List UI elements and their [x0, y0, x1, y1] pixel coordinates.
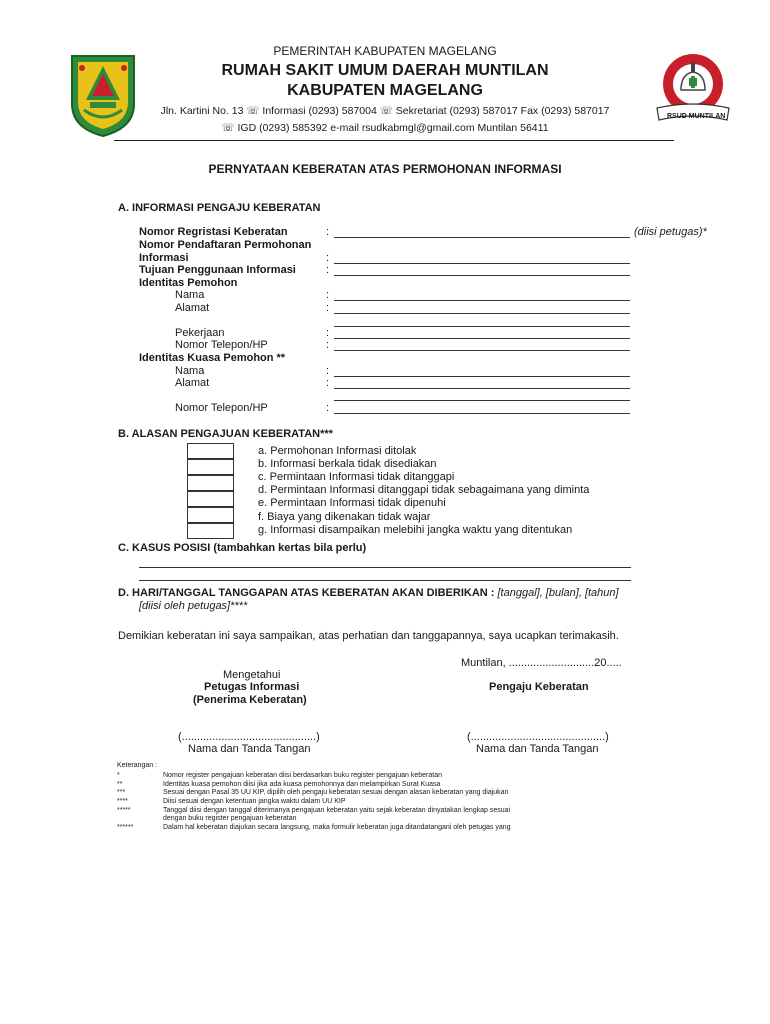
telp-field-line[interactable] — [334, 350, 630, 351]
section-d-title: D. HARI/TANGGAL TANGGAPAN ATAS KEBERATAN AKAN DIBERIKAN : — [118, 587, 495, 599]
telp2-field-line[interactable] — [334, 413, 630, 414]
right-sign-caption: Nama dan Tanda Tangan — [476, 743, 599, 755]
option-a: a. Permohonan Informasi ditolak — [258, 445, 417, 457]
left-sign-line-1: Mengetahui — [223, 669, 281, 681]
option-d: d. Permintaan Informasi ditanggapi tidak sebagaimana yang diminta — [258, 484, 590, 496]
note-text-5: Tanggal diisi dengan tanggal diterimanya pengajuan keberatan yaitu sejak keberatan dinyatakan lengkap sesuai — [163, 807, 511, 814]
colon: : — [326, 365, 330, 377]
right-sign-title: Pengaju Keberatan — [489, 681, 589, 693]
option-c: c. Permintaan Informasi tidak ditanggapi — [258, 471, 455, 483]
note-text-6: dengan buku register pengajuan keberatan — [163, 815, 297, 822]
checkbox-f[interactable] — [187, 523, 234, 539]
tujuan-label: Tujuan Penggunaan Informasi — [139, 264, 296, 276]
checkbox-c[interactable] — [187, 475, 234, 491]
reg-field-line[interactable] — [334, 237, 630, 238]
nama-label: Nama — [175, 289, 205, 301]
left-sign-caption: Nama dan Tanda Tangan — [188, 743, 311, 755]
note-text-4: Diisi sesuai dengan ketentuan jangka waktu dalam UU KIP — [163, 798, 346, 805]
colon: : — [326, 252, 330, 264]
note-text-3: Sesuai dengan Pasal 35 UU KIP, dipilih oleh pengaju keberatan sesuai dengan alasan keberatan yang diajukan — [163, 789, 509, 796]
nama2-field-line[interactable] — [334, 376, 630, 377]
identitas-label: Identitas Pemohon — [139, 277, 238, 289]
nama2-label: Nama — [175, 365, 205, 377]
closing-statement: Demikian keberatan ini saya sampaikan, atas perhatian dan tanggapannya, saya ucapkan terimakasih. — [118, 630, 619, 642]
daftar-label-1: Nomor Pendaftaran Permohonan — [139, 239, 312, 251]
rsud-logo-label: RSUD MUNTILAN — [667, 113, 726, 120]
option-g: g. Informasi disampaikan melebihi jangka waktu yang ditentukan — [258, 524, 573, 536]
pekerjaan-label: Pekerjaan — [175, 327, 225, 339]
note-mark-4: **** — [117, 798, 128, 805]
contact-line-1: Jln. Kartini No. 13 ☏ Informasi (0293) 587004 ☏ Sekretariat (0293) 587017 Fax (0293) 587017 — [160, 105, 610, 117]
note-mark-5: ***** — [117, 807, 131, 814]
tujuan-field-line[interactable] — [334, 275, 630, 276]
note-mark-1: * — [117, 772, 120, 779]
option-e: e. Permintaan Informasi tidak dipenuhi — [258, 497, 446, 509]
left-sign-line-2: Petugas Informasi — [204, 681, 300, 693]
colon: : — [326, 289, 330, 301]
note-mark-2: ** — [117, 781, 123, 788]
reg-note: (diisi petugas)* — [634, 226, 707, 238]
option-f: f. Biaya yang dikenakan tidak wajar — [258, 511, 431, 523]
colon: : — [326, 302, 330, 314]
left-sign-line-3: (Penerima Keberatan) — [193, 694, 307, 706]
header-divider — [114, 140, 674, 141]
colon: : — [326, 226, 330, 238]
section-d-placeholder: [tanggal], [bulan], [tahun] — [494, 587, 619, 599]
colon: : — [326, 377, 330, 389]
gov-heading: PEMERINTAH KABUPATEN MAGELANG — [273, 44, 497, 58]
alamat2-field-line-2[interactable] — [334, 400, 630, 401]
kasus-field-line-2[interactable] — [139, 580, 631, 581]
notes-title: Keterangan : — [117, 762, 158, 769]
daftar-label-2: Informasi — [139, 252, 189, 264]
checkbox-a[interactable] — [187, 443, 234, 459]
reg-label: Nomor Regristasi Keberatan — [139, 226, 288, 238]
left-sign-dots[interactable]: (............................................) — [178, 731, 320, 743]
nama-field-line[interactable] — [334, 300, 630, 301]
alamat-label: Alamat — [175, 302, 210, 314]
checkbox-b[interactable] — [187, 459, 234, 475]
section-d-heading — [118, 587, 619, 599]
alamat2-field-line-1[interactable] — [334, 388, 630, 389]
note-mark-7: ****** — [117, 824, 134, 831]
telp-label: Nomor Telepon/HP — [175, 339, 268, 351]
alamat-field-line-2[interactable] — [334, 326, 630, 327]
colon: : — [326, 339, 330, 351]
section-b-heading: B. ALASAN PENGAJUAN KEBERATAN*** — [118, 428, 333, 440]
kuasa-label: Identitas Kuasa Pemohon ** — [139, 352, 286, 364]
contact-line-2: ☏ IGD (0293) 585392 e-mail rsudkabmgl@gmail.com Muntilan 56411 — [221, 122, 549, 134]
colon: : — [326, 264, 330, 276]
colon: : — [326, 327, 330, 339]
document-title: PERNYATAAN KEBERATAN ATAS PERMOHONAN INFORMASI — [208, 162, 562, 176]
telp2-label: Nomor Telepon/HP — [175, 402, 268, 414]
section-d-note: [diisi oleh petugas]**** — [139, 600, 248, 612]
checkbox-d[interactable] — [187, 491, 234, 507]
colon: : — [326, 402, 330, 414]
note-text-2: Identitas kuasa pemohon diisi jika ada kuasa pemohonnya dan melampirkan Surat Kuasa — [163, 781, 441, 788]
regency-name: KABUPATEN MAGELANG — [287, 82, 483, 99]
section-a-heading: A. INFORMASI PENGAJU KEBERATAN — [118, 202, 321, 214]
note-text-7: Dalam hal keberatan diajukan secara langsung, maka formulir keberatan juga ditandatangani oleh petugas yang — [163, 824, 511, 831]
alamat-field-line-1[interactable] — [334, 313, 630, 314]
alamat2-label: Alamat — [175, 377, 210, 389]
pekerjaan-field-line[interactable] — [334, 338, 630, 339]
section-c-heading: C. KASUS POSISI (tambahkan kertas bila perlu) — [118, 542, 367, 554]
note-text-1: Nomor register pengajuan keberatan diisi berdasarkan buku register pengajuan keberatan — [163, 772, 443, 779]
option-b: b. Informasi berkala tidak disediakan — [258, 458, 437, 470]
hospital-name: RUMAH SAKIT UMUM DAERAH MUNTILAN — [221, 62, 549, 79]
note-mark-3: *** — [117, 789, 126, 796]
place-date: Muntilan, ............................20..... — [461, 657, 622, 669]
daftar-field-line[interactable] — [334, 263, 630, 264]
right-sign-dots[interactable]: (............................................) — [467, 731, 609, 743]
kasus-field-line-1[interactable] — [139, 567, 631, 568]
checkbox-e[interactable] — [187, 507, 234, 523]
